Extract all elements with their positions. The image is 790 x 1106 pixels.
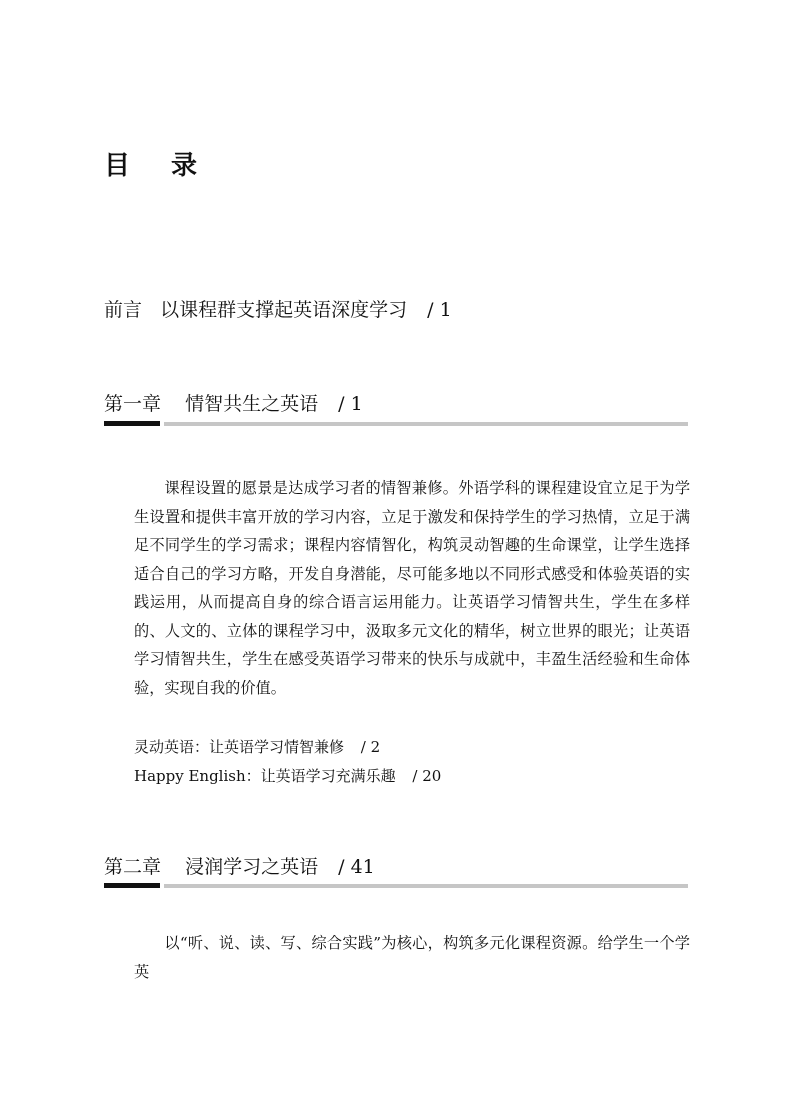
toc-entry-section-1-1[interactable] <box>134 733 441 762</box>
chapter-2-page-number: / 41 <box>338 856 375 878</box>
chapter-1-page-number: / 1 <box>338 393 363 415</box>
preface-page-number: / 1 <box>427 299 452 321</box>
toc-entry-chapter-2[interactable] <box>104 852 375 879</box>
toc-entry-preface[interactable] <box>104 295 452 322</box>
preface-label: 前言 <box>104 299 143 321</box>
chapter-2-title: 浸润学习之英语 <box>185 856 319 878</box>
preface-title: 以课程群支撑起英语深度学习 <box>160 299 408 321</box>
divider-accent <box>104 421 160 426</box>
divider-line <box>164 884 688 888</box>
page-title: 目 录 <box>104 151 214 181</box>
chapter-1-label: 第一章 <box>104 393 162 415</box>
chapter-1-divider <box>104 421 688 426</box>
chapter-2-divider <box>104 883 688 888</box>
toc-entry-section-1-2[interactable] <box>134 762 441 791</box>
section-1-1-page-number: / 2 <box>360 738 381 756</box>
divider-accent <box>104 883 160 888</box>
chapter-1-title: 情智共生之英语 <box>185 393 319 415</box>
chapter-1-intro: 课程设置的愿景是达成学习者的情智兼修。外语学科的课程建设宜立足于为学生设置和提供丰富开放的学习内容，立足于激发和保持学生的学习热情，立足于满足不同学生的学习需求；课程内容情智化，构筑灵动智趣的生命课堂，让学生选择适合自己的学习方略，开发自身潜能，尽可能多地以不同形式感受和体验英语的实践运用，从而提高自身的综合语言运用能力。让英语学习情智共生，学生在多样的、人文的、立体的课程学习中，汲取多元文化的精华，树立世界的眼光；让英语学习情智共生，学生在感受英语学习带来的快乐与成就中，丰盈生活经验和生命体验，实现自我的价值。 <box>134 479 690 697</box>
toc-entry-chapter-1[interactable] <box>104 389 363 416</box>
section-1-2-page-number: / 20 <box>412 767 442 785</box>
chapter-2-intro: 以“听、说、读、写、综合实践”为核心，构筑多元化课程资源。给学生一个学英 <box>134 934 690 981</box>
chapter-2-label: 第二章 <box>104 856 162 878</box>
section-1-2-title: Happy English：让英语学习充满乐趣 <box>134 767 396 785</box>
chapter-1-sections <box>134 733 441 791</box>
section-1-1-title: 灵动英语：让英语学习情智兼修 <box>134 738 345 756</box>
divider-line <box>164 422 688 426</box>
